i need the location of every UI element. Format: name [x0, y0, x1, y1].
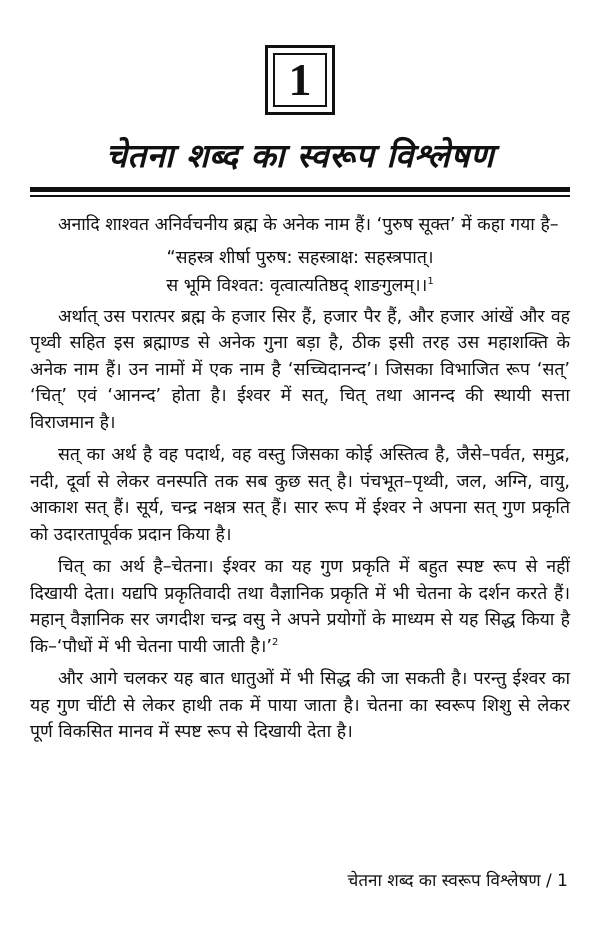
- title-rule-thin: [30, 195, 570, 197]
- footnote-ref-2: 2: [272, 636, 279, 648]
- title-rule-thick: [30, 187, 570, 192]
- chapter-number-box: [265, 45, 335, 115]
- chapter-number: 1: [273, 53, 327, 107]
- verse-line-2-text: स भूमि विश्वत: वृत्वात्यतिष्ठद् शाङगुलम्।।: [166, 276, 428, 296]
- paragraph-further: और आगे चलकर यह बात धातुओं में भी सिद्ध की जा सकती है। परन्तु ईश्वर का यह गुण चींटी से लेकर हाथी तक में पाया जाता है। चेतना का स्वरूप शिशु से लेकर पूर्ण विकसित मानव में स्पष्ट रूप से दिखायी देता है।: [30, 669, 570, 742]
- paragraph-sat: सत् का अर्थ है वह पदार्थ, वह वस्तु जिसका कोई अस्तित्व है, जैसे–पर्वत, समुद्र, नदी, दूर्वा से लेकर वनस्पति तक सब कुछ सत् है। पंचभूत–पृथ्वी, जल, अग्नि, वायु, आकाश सत् हैं। सूर्य, चन्द्र नक्षत्र सत् हैं। सार रूप में ईश्वर ने अपना सत् गुण प्रकृति को उदारतापूर्वक प्रदान किया है।: [30, 445, 570, 545]
- verse-line-2: [30, 273, 570, 300]
- chapter-title: चेतना शब्द का स्वरूप विश्लेषण: [105, 136, 495, 175]
- paragraph-chit-text: चित् का अर्थ है–चेतना। ईश्वर का यह गुण प्रकृति में बहुत स्पष्ट रूप से नहीं दिखायी देता। यद्यपि प्रकृतिवादी तथा वैज्ञानिक प्रकृति में भी चेतना के दर्शन करते हैं। महान् वैज्ञानिक सर जगदीश चन्द्र वसु ने अपने प्रयोगों के माध्यम से यह सिद्ध किया है कि–‘पौधों में भी चेतना पायी जाती है।’: [30, 557, 570, 657]
- footer-separator: /: [546, 871, 552, 891]
- body-text: [30, 212, 570, 752]
- paragraph-chit: [30, 554, 570, 660]
- verse-line-1: “सहस्त्र शीर्षा पुरुष: सहस्त्राक्ष: सहस्त्रपात्।: [166, 247, 434, 268]
- footnote-ref-1: 1: [427, 276, 434, 288]
- paragraph-meaning: अर्थात् उस परात्पर ब्रह्म के हजार सिर हैं, हजार पैर हैं, और हजार आंखें और वह पृथ्वी सहित इस ब्रह्माण्ड से अनेक गुना बड़ा है, ठीक इसी तरह उस महाशक्ति के अनेक नाम हैं। उन नामों में एक नाम है ‘सच्चिदानन्द’। जिसका विभाजित रूप ‘सत्’ ‘चित्’ एवं ‘आनन्द’ होता है। ईश्वर में सत्, चित् तथा आनन्द की स्थायी सत्ता विराजमान है।: [30, 306, 570, 433]
- page-number: 1: [557, 871, 568, 891]
- running-title: चेतना शब्द का स्वरूप विश्लेषण: [347, 871, 541, 891]
- paragraph-intro: अनादि शाश्वत अनिर्वचनीय ब्रह्म के अनेक नाम हैं। ‘पुरुष सूक्त’ में कहा गया है–: [58, 215, 559, 235]
- page-footer: [348, 868, 568, 891]
